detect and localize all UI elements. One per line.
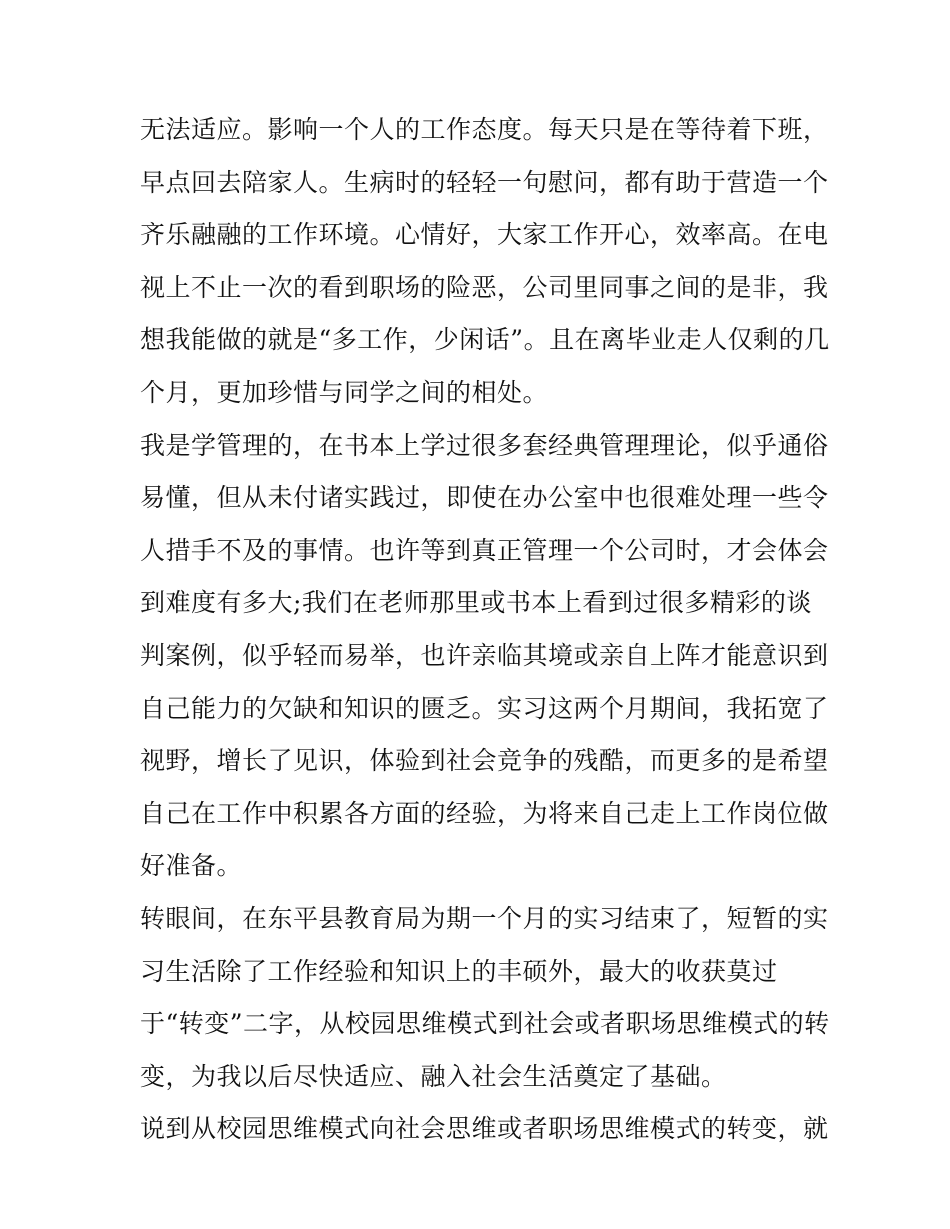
text-line: 转眼间，在东平县教育局为期一个月的实习结束了，短暂的实 [140,903,829,933]
text-line: 自己在工作中积累各方面的经验，为将来自己走上工作岗位做 [140,798,829,828]
text-line: 视野，增长了见识，体验到社会竞争的残酷，而更多的是希望 [140,746,829,776]
text-line: 人措手不及的事情。也许等到真正管理一个公司时，才会体会 [140,535,829,565]
text-line: 好准备。 [140,851,243,881]
text-line: 齐乐融融的工作环境。心情好，大家工作开心，效率高。在电 [140,220,829,250]
text-line: 无法适应。影响一个人的工作态度。每天只是在等待着下班， [140,115,829,144]
text-line: 自己能力的欠缺和知识的匮乏。实习这两个月期间，我拓宽了 [140,693,829,723]
body-text [140,104,830,1156]
text-line: 到难度有多大;我们在老师那里或书本上看到过很多精彩的谈 [140,588,812,618]
text-line: 想我能做的就是“多工作，少闲话”。且在离毕业走人仅剩的几 [140,325,830,355]
text-line: 视上不止一次的看到职场的险恶，公司里同事之间的是非，我 [140,272,829,302]
text-line: 变，为我以后尽快适应、融入社会生活奠定了基础。 [140,1061,727,1091]
text-line: 早点回去陪家人。生病时的轻轻一句慰问，都有助于营造一个 [140,167,829,197]
text-line: 易懂，但从未付诸实践过，即使在办公室中也很难处理一些令 [140,483,829,513]
text-line: 判案例，似乎轻而易举，也许亲临其境或亲自上阵才能意识到 [140,640,829,670]
text-line: 习生活除了工作经验和知识上的丰硕外，最大的收获莫过 [140,956,778,986]
text-line: 我是学管理的，在书本上学过很多套经典管理理论，似乎通俗 [140,430,829,460]
text-line: 说到从校园思维模式向社会思维或者职场思维模式的转变，就 [140,1114,829,1144]
text-line: 于“转变”二字，从校园思维模式到社会或者职场思维模式的转 [140,1009,830,1039]
text-line: 个月，更加珍惜与同学之间的相处。 [140,377,549,407]
